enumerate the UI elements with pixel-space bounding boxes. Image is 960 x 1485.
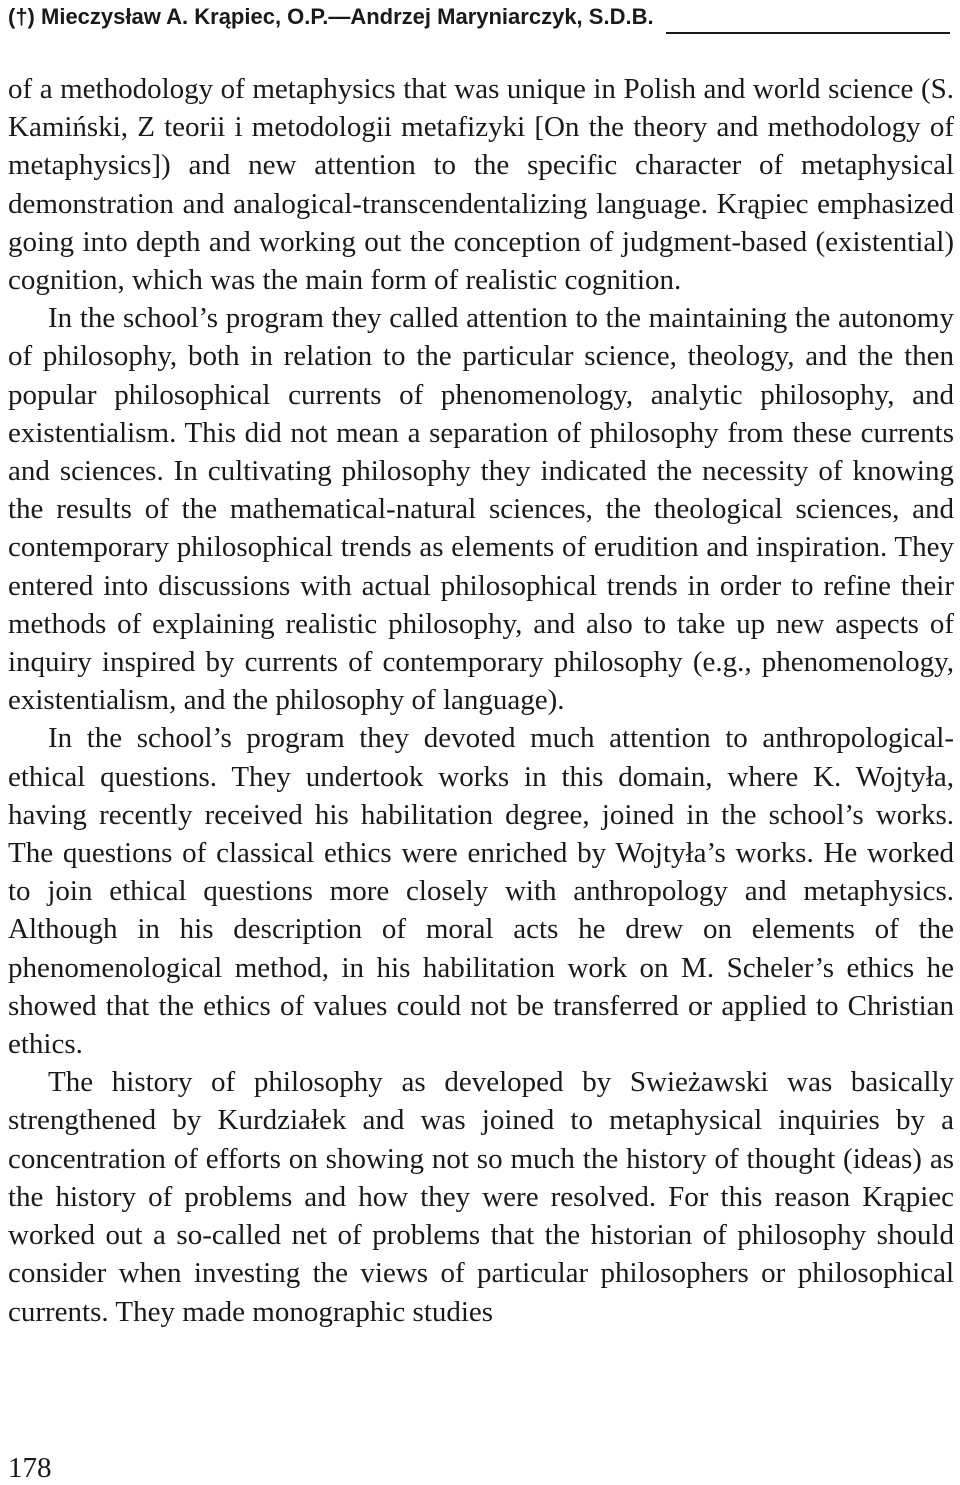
- paragraph-3: In the school’s program they devoted much attention to anthropological-ethical questions. They undertook works in this domain, where K. Wojtyła, having recently received his habilitation degree, joined in the school’s works. The questions of classical ethics were enriched by Wojtyła’s works. He worked to join ethical questions more closely with anthropology and metaphysics. Although in his description of moral acts he drew on elements of the phenomenological method, in his habilitation work on M. Scheler’s ethics he showed that the ethics of values could not be transferred or applied to Christian ethics.: [8, 722, 954, 1061]
- running-header: [8, 2, 952, 36]
- paragraph-4: The history of philosophy as developed by Swieżawski was basically strengthened by Kurdziałek and was joined to metaphysical inquiries by a concentration of efforts on showing not so much the history of thought (ideas) as the history of problems and how they were resolved. For this reason Krąpiec worked out a so-called net of problems that the historian of philosophy should consider when investing the views of particular philosophers or philosophical currents. They made monographic studies: [8, 1066, 954, 1328]
- paragraph-1: of a methodology of metaphysics that was unique in Polish and world science (S. Kamiński, Z teorii i metodologii metafizyki [On the theory and methodology of metaphysics]) and new attention to the specific character of metaphysical demonstration and analogical-transcendentalizing language. Krąpiec emphasized going into depth and working out the conception of judgment-based (existential) cognition, which was the main form of realistic cognition.: [8, 73, 954, 297]
- body-text: [8, 70, 954, 1331]
- page-number: 178: [8, 1452, 52, 1484]
- running-title: (†) Mieczysław A. Krąpiec, O.P.—Andrzej Maryniarczyk, S.D.B.: [8, 4, 654, 29]
- paragraph-2: In the school’s program they called attention to the maintaining the autonomy of philosophy, both in relation to the particular science, theology, and the then popular philosophical currents of phenomenology, analytic philosophy, and existentialism. This did not mean a separation of philosophy from these currents and sciences. In cultivating philosophy they indicated the necessity of knowing the results of the mathematical-natural sciences, the theological sciences, and contemporary philosophical trends as elements of erudition and inspiration. They entered into discussions with actual philosophical trends in order to refine their methods of explaining realistic philosophy, and also to take up new aspects of inquiry inspired by currents of contemporary philosophy (e.g., phenomenology, existentialism, and the philosophy of language).: [8, 302, 954, 717]
- header-rule: [666, 2, 950, 34]
